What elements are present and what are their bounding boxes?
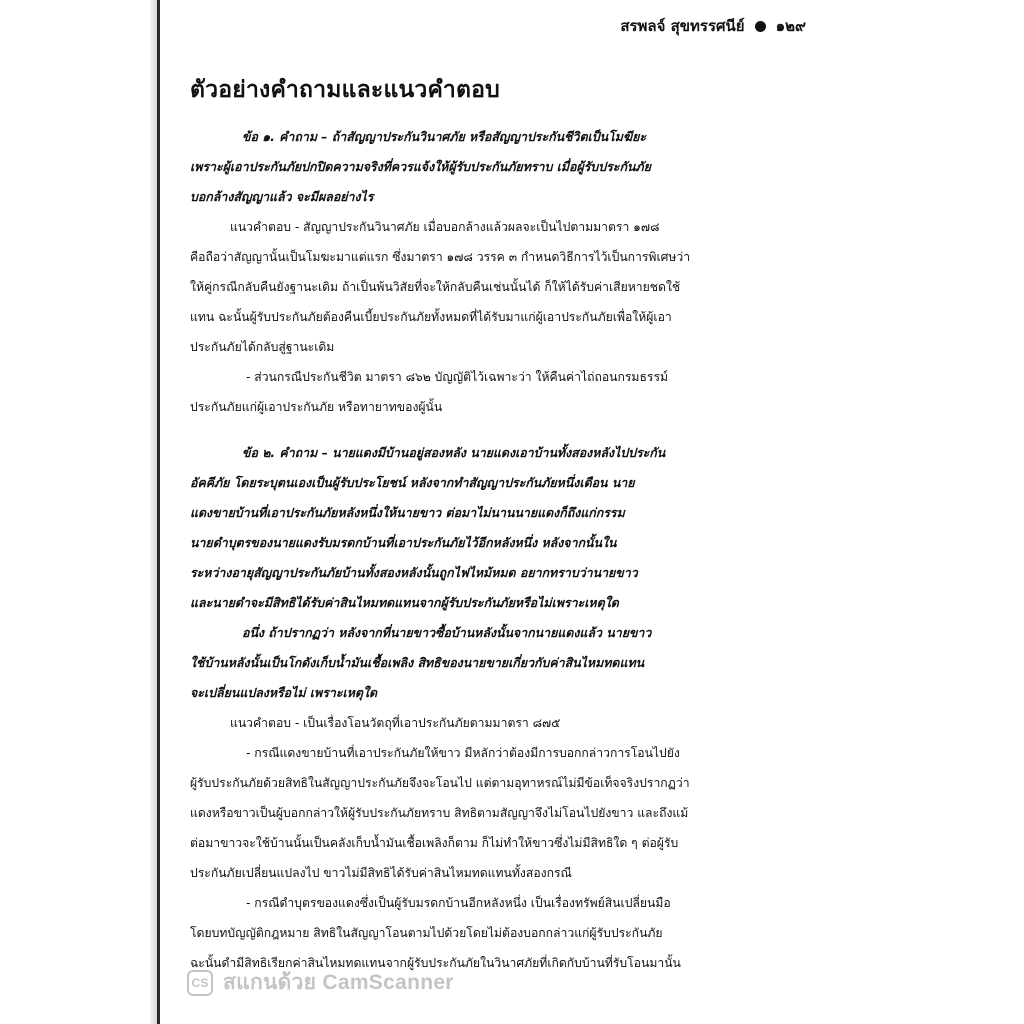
q2-line: ระหว่างอายุสัญญาประกันภัยบ้านทั้งสองหลังนั้นถูกไฟไหม้หมด อยากทราบว่านายขาว xyxy=(190,565,638,580)
page-body xyxy=(190,122,790,978)
q1-answer-line: แทน ฉะนั้นผู้รับประกันภัยต้องคืนเบี้ยประกันภัยทั้งหมดที่ได้รับมาแก่ผู้เอาประกันภัยเพื่อให้ผู้เอา xyxy=(190,310,672,324)
q1-life-line: - ส่วนกรณีประกันชีวิต มาตรา ๘๖๒ บัญญัติไว้เฉพาะว่า ให้คืนค่าไถ่ถอนกรมธรรม์ xyxy=(246,370,669,384)
q2-case1-line: ต่อมาขาวจะใช้บ้านนั้นเป็นคลังเก็บน้ำมันเชื้อเพลิงก็ตาม ก็ไม่ทำให้ขาวซึ่งไม่มีสิทธิใด ๆ ต่อผู้รับ xyxy=(190,836,679,850)
q2-case2-line: - กรณีดำบุตรของแดงซึ่งเป็นผู้รับมรดกบ้านอีกหลังหนึ่ง เป็นเรื่องทรัพย์สินเปลี่ยนมือ xyxy=(246,896,671,910)
watermark-text: สแกนด้วย CamScanner xyxy=(223,971,454,994)
camscanner-logo-icon: CS xyxy=(187,970,213,996)
q2-case1-line: แดงหรือขาวเป็นผู้บอกกล่าวให้ผู้รับประกันภัยทราบ สิทธิตามสัญญาจึงไม่โอนไปยังขาว และถึงแม้ xyxy=(190,806,689,820)
q1-answer-line: ประกันภัยได้กลับสู่ฐานะเดิม xyxy=(190,340,335,354)
q2-followup-line: จะเปลี่ยนแปลงหรือไม่ เพราะเหตุใด xyxy=(190,685,378,700)
camscanner-watermark xyxy=(187,966,454,999)
paragraph-gap xyxy=(190,422,790,438)
section-title: ตัวอย่างคำถามและแนวคำตอบ xyxy=(190,77,500,103)
q1-life-line: ประกันภัยแก่ผู้เอาประกันภัย หรือทายาทของผู้นั้น xyxy=(190,400,443,414)
q2-followup-line: อนึ่ง ถ้าปรากฏว่า หลังจากที่นายขาวซื้อบ้านหลังนั้นจากนายแดงแล้ว นายขาว xyxy=(242,625,652,640)
page-binding-edge xyxy=(157,0,160,1024)
q2-case2-line: ฉะนั้นดำมีสิทธิเรียกค่าสินไหมทดแทนจากผู้รับประกันภัยในวินาศภัยที่เกิดกับบ้านที่รับโอนมานั้น xyxy=(190,956,681,970)
running-header xyxy=(620,14,806,38)
bullet-dot-icon xyxy=(755,21,766,32)
q2-line: แดงขายบ้านที่เอาประกันภัยหลังหนึ่งให้นายขาว ต่อมาไม่นานนายแดงก็ถึงแก่กรรม xyxy=(190,505,625,520)
header-author: สรพลจ์ สุขทรรศนีย์ xyxy=(620,17,745,35)
q2-line: อัคคีภัย โดยระบุตนเองเป็นผู้รับประโยชน์ หลังจากทำสัญญาประกันภัยหนึ่งเดือน นาย xyxy=(190,475,635,490)
q1-answer-line: แนวคำตอบ - สัญญาประกันวินาศภัย เมื่อบอกล้างแล้วผลจะเป็นไปตามมาตรา ๑๗๘ xyxy=(230,220,660,234)
q2-followup-line: ใช้บ้านหลังนั้นเป็นโกดังเก็บน้ำมันเชื้อเพลิง สิทธิของนายขายเกี่ยวกับค่าสินไหมทดแทน xyxy=(190,655,645,670)
header-page-number: ๑๒๙ xyxy=(775,17,806,35)
q1-line: ข้อ ๑. คำถาม – ถ้าสัญญาประกันวินาศภัย หรือสัญญาประกันชีวิตเป็นโมฆียะ xyxy=(242,129,647,144)
q2-line: นายดำบุตรของนายแดงรับมรดกบ้านที่เอาประกันภัยไว้อีกหลังหนึ่ง หลังจากนั้นใน xyxy=(190,535,617,550)
q1-line: บอกล้างสัญญาแล้ว จะมีผลอย่างไร xyxy=(190,189,374,204)
q1-answer-line: ให้คู่กรณีกลับคืนยังฐานะเดิม ถ้าเป็นพ้นวิสัยที่จะให้กลับคืนเช่นนั้นได้ ก็ให้ได้รับค่าเสียหายชดใช้ xyxy=(190,280,681,294)
q2-case1-line: ผู้รับประกันภัยด้วยสิทธิในสัญญาประกันภัยจึงจะโอนไป แต่ตามอุทาหรณ์ไม่มีข้อเท็จจริงปรากฏว่า xyxy=(190,776,690,790)
q2-answer-intro: แนวคำตอบ - เป็นเรื่องโอนวัตถุที่เอาประกันภัยตามมาตรา ๘๗๕ xyxy=(230,716,561,730)
page-binding-shadow xyxy=(150,0,157,1024)
q2-case2-line: โดยบทบัญญัติกฎหมาย สิทธิในสัญญาโอนตามไปด้วยโดยไม่ต้องบอกกล่าวแก่ผู้รับประกันภัย xyxy=(190,926,663,940)
q1-line: เพราะผู้เอาประกันภัยปกปิดความจริงที่ควรแจ้งให้ผู้รับประกันภัยทราบ เมื่อผู้รับประกันภัย xyxy=(190,159,651,174)
q2-line: และนายดำจะมีสิทธิได้รับค่าสินไหมทดแทนจากผู้รับประกันภัยหรือไม่เพราะเหตุใด xyxy=(190,595,619,610)
q1-answer-line: คือถือว่าสัญญานั้นเป็นโมฆะมาแต่แรก ซึ่งมาตรา ๑๗๘ วรรค ๓ กำหนดวิธีการไว้เป็นการพิเศษว่า xyxy=(190,250,691,264)
q2-case1-line: ประกันภัยเปลี่ยนแปลงไป ขาวไม่มีสิทธิได้รับค่าสินไหมทดแทนทั้งสองกรณี xyxy=(190,866,572,880)
q2-line: ข้อ ๒. คำถาม – นายแดงมีบ้านอยู่สองหลัง นายแดงเอาบ้านทั้งสองหลังไปประกัน xyxy=(242,445,666,460)
q2-case1-line: - กรณีแดงขายบ้านที่เอาประกันภัยให้ขาว มีหลักว่าต้องมีการบอกกล่าวการโอนไปยัง xyxy=(246,746,680,760)
